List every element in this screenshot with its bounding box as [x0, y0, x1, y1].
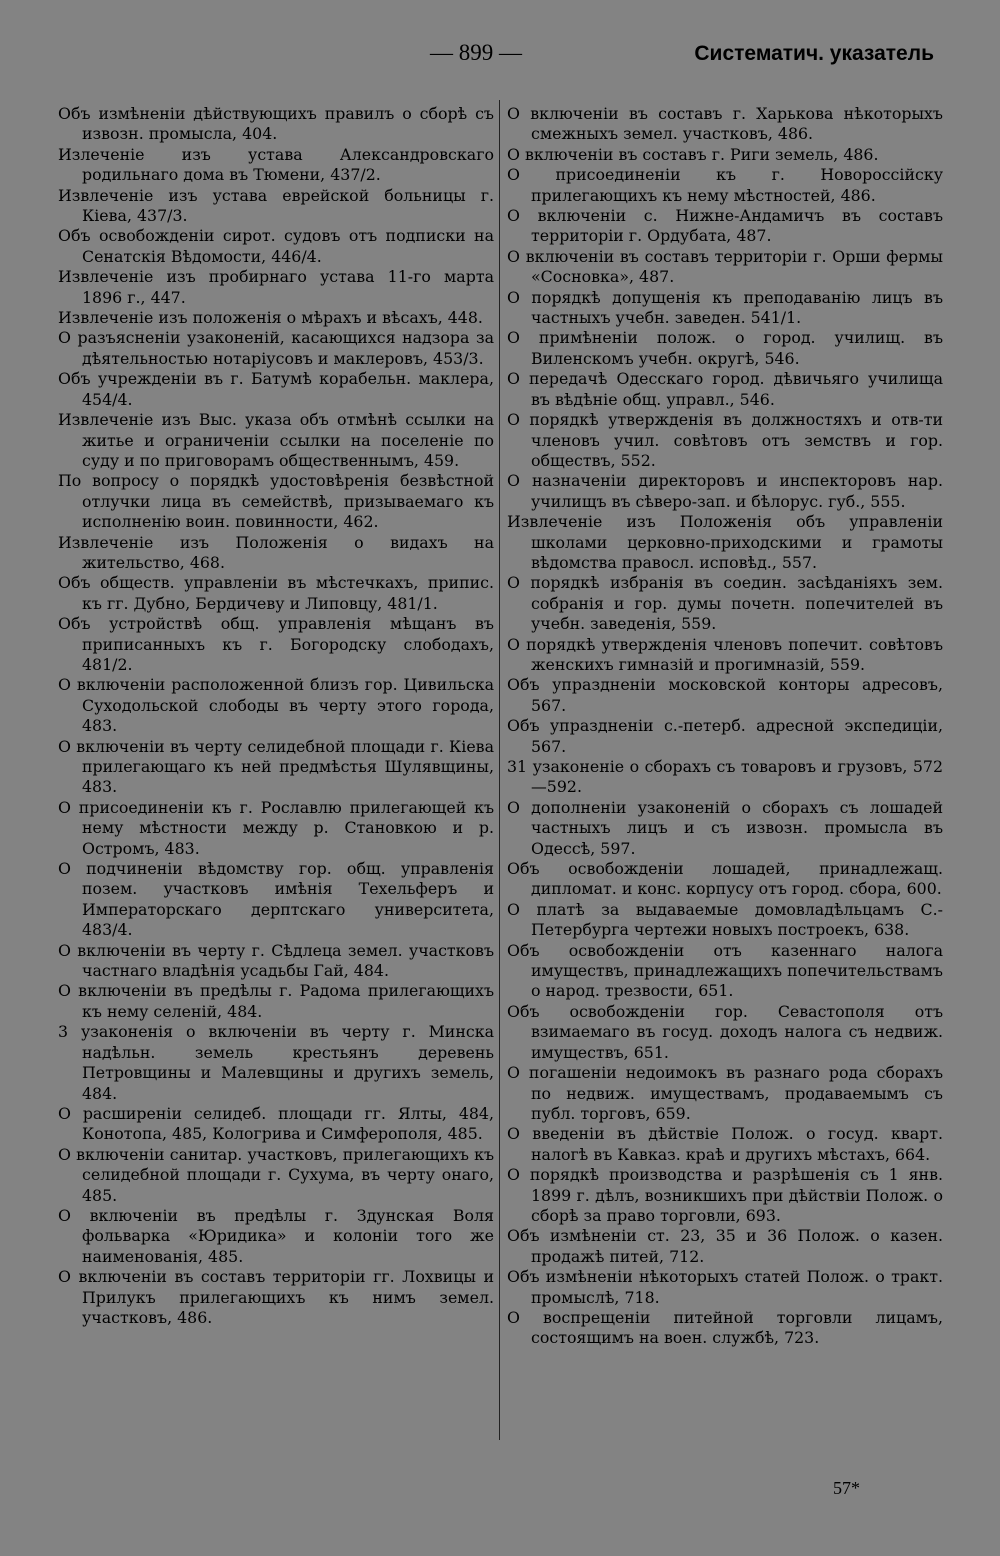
index-entry: О порядкѣ допущенія къ преподаванію лицъ въ частныхъ учебн. заведен. 541/1. [507, 287, 943, 328]
index-entry: По вопросу о порядкѣ удостовѣренія безвѣстной отлучки лица въ семействѣ, призываемаго къ исполненію воин. повинности, 462. [58, 471, 494, 532]
index-entry: Объ измѣненіи ст. 23, 35 и 36 Полож. о казен. продажѣ питей, 712. [507, 1226, 943, 1266]
index-entry: О передачѣ Одесскаго город. дѣвичьяго училища въ вѣдѣніе общ. управл., 546. [507, 369, 943, 409]
section-title: Систематич. указатель [694, 42, 934, 65]
index-entry: О включеніи расположенной близъ гор. Цивильска Суходольской слободы въ черту этого города, 483. [58, 675, 494, 736]
index-entry: О присоединеніи къ г. Рославлю прилегающей къ нему мѣстности между р. Становкою и р. Остромъ, 483. [58, 797, 494, 858]
index-entry: Извлеченіе изъ устава еврейской больницы г. Кіева, 437/3. [58, 185, 494, 226]
index-entry: Объ освобожденіи сирот. судовъ отъ подписки на Сенатскія Вѣдомости, 446/4. [58, 226, 494, 266]
index-entry: О включеніи въ составъ г. Риги земель, 486. [507, 144, 879, 164]
index-entry: Объ обществ. управленіи въ мѣстечкахъ, припис. къ гг. Дубно, Бердичеву и Липовцу, 481/1. [58, 573, 494, 613]
index-entry: Излеченіе изъ устава Александровскаго родильнаго дома въ Тюмени, 437/2. [58, 144, 494, 185]
index-entry: О включеніи въ черту селидебной площади г. Кіева прилегающаго къ ней предмѣстья Шулявщины, 483. [58, 736, 494, 797]
index-entry: О порядкѣ избранія въ соедин. засѣданіяхъ зем. собранія и гор. думы почетн. попечителей въ учебн. заведенія, 559. [507, 573, 943, 634]
page-number: — 899 — [430, 40, 522, 65]
index-entry: О порядкѣ производства и разрѣшенія съ 1 янв. 1899 г. дѣлъ, возникшихъ при дѣйствіи Полож. о сборѣ за право торговли, 693. [507, 1165, 943, 1225]
page-header [0, 40, 1000, 80]
index-entry: 31 узаконеніе о сборахъ съ товаровъ и грузовъ, 572—592. [507, 757, 943, 797]
index-entry: О дополненіи узаконеній о сборахъ съ лошадей частныхъ лицъ и съ извозн. промысла въ Одессѣ, 597. [507, 797, 943, 858]
index-entry: Извлеченіе изъ Выс. указа объ отмѣнѣ ссылки на житье и ограниченіи ссылки на поселеніе по суду и по приговорамъ общественнымъ, 459. [58, 410, 494, 470]
index-entry: О включеніи въ черту г. Сѣдлеца земел. участковъ частнаго владѣнія усадьбы Гай, 484. [58, 940, 494, 981]
index-entry: Объ измѣненіи дѣйствующихъ правилъ о сборѣ съ извозн. промысла, 404. [58, 104, 494, 144]
index-entry: О присоединеніи къ г. Новороссійску прилегающихъ къ нему мѣстностей, 486. [507, 165, 943, 205]
right-column [507, 104, 943, 1349]
index-entry: О включеніи въ предѣлы г. Радома прилегающихъ къ нему селеній, 484. [58, 981, 494, 1021]
index-entry: О порядкѣ утвержденія въ должностяхъ и отв-ти членовъ учил. совѣтовъ отъ земствъ и гор. обществъ, 552. [507, 410, 943, 470]
index-entry: Объ измѣненіи нѣкоторыхъ статей Полож. о тракт. промыслѣ, 718. [507, 1267, 943, 1307]
index-entry: Объ освобожденіи гор. Севастополя отъ взимаемаго въ госуд. доходъ налога съ недвиж. имуществъ, 651. [507, 1001, 943, 1062]
index-entry: О подчиненіи вѣдомству гор. общ. управленія позем. участковъ имѣнія Техельферъ и Императорскаго дерптскаго университета, 483/4. [58, 859, 494, 940]
index-entry: О включеніи въ предѣлы г. Здунская Воля фольварка «Юридика» и колоніи того же наименованія, 485. [58, 1205, 494, 1266]
index-entry: Извлеченіе изъ Положенія о видахъ на жительство, 468. [58, 532, 494, 572]
index-entry: О расширеніи селидеб. площади гг. Ялты, 484, Конотопа, 485, Кологрива и Симферополя, 485. [58, 1103, 494, 1144]
index-entry: О включеніи въ составъ территоріи гг. Лохвицы и Прилукъ прилегающихъ къ нимъ земел. участковъ, 486. [58, 1267, 494, 1327]
index-entry: Объ освобожденіи лошадей, принадлежащ. дипломат. и конс. корпусу отъ город. сбора, 600. [507, 859, 943, 899]
index-entry: О введеніи въ дѣйствіе Полож. о госуд. кварт. налогѣ въ Кавказ. краѣ и другихъ мѣстахъ, 664. [507, 1124, 943, 1164]
signature-mark: 57* [833, 1478, 860, 1498]
index-entry: О погашеніи недоимокъ въ разнаго рода сборахъ по недвиж. имуществамъ, продаваемымъ съ публ. торговъ, 659. [507, 1063, 943, 1123]
index-entry: Извлеченіе изъ Положенія объ управленіи школами церковно-приходскими и грамоты вѣдомства правосл. исповѣд., 557. [507, 512, 943, 572]
index-entry: Объ освобожденіи отъ казеннаго налога имуществъ, принадлежащихъ попечительствамъ о народ. трезвости, 651. [507, 940, 943, 1001]
index-entry: Извлеченіе изъ пробирнаго устава 11-го марта 1896 г., 447. [58, 267, 494, 307]
index-entry: О включеніи въ составъ территоріи г. Орши фермы «Сосновка», 487. [507, 246, 943, 287]
index-entry: 3 узаконенія о включеніи въ черту г. Минска надѣльн. земель крестьянъ деревень Петровщины и Малевщины и другихъ земель, 484. [58, 1022, 494, 1103]
index-entry: О назначеніи директоровъ и инспекторовъ нар. училищъ въ сѣверо-зап. и бѣлорус. губ., 555. [507, 471, 943, 511]
index-entry: Объ устройствѣ общ. управленія мѣщанъ въ приписанныхъ къ г. Богородску слободахъ, 481/2. [58, 614, 494, 674]
column-divider [499, 100, 500, 1440]
index-entry: Объ упраздненіи московской конторы адресовъ, 567. [507, 675, 943, 715]
index-entry: О включеніи въ составъ г. Харькова нѣкоторыхъ смежныхъ земел. участковъ, 486. [507, 104, 943, 144]
index-entry: О воспрещеніи питейной торговли лицамъ, состоящимъ на воен. службѣ, 723. [507, 1307, 943, 1348]
index-entry: Извлеченіе изъ положенія о мѣрахъ и вѣсахъ, 448. [58, 308, 483, 328]
index-entry: Объ учрежденіи въ г. Батумѣ корабельн. маклера, 454/4. [58, 369, 494, 409]
index-entry: О включеніи санитар. участковъ, прилегающихъ къ селидебной площади г. Сухума, въ черту онаго, 485. [58, 1144, 494, 1205]
index-entry: О порядкѣ утвержденія членовъ попечит. совѣтовъ женскихъ гимназій и прогимназій, 559. [507, 634, 943, 674]
index-entry: О примѣненіи полож. о город. училищ. въ Виленскомъ учебн. округѣ, 546. [507, 328, 943, 368]
index-entry: О платѣ за выдаваемые домовладѣльцамъ С.-Петербурга чертежи новыхъ построекъ, 638. [507, 899, 943, 940]
index-entry: Объ упраздненіи с.-петерб. адресной экспедиціи, 567. [507, 716, 943, 756]
index-entry: О включеніи с. Нижне-Андамичъ въ составъ территоріи г. Ордубата, 487. [507, 206, 943, 246]
left-column [58, 104, 494, 1328]
index-entry: О разъясненіи узаконеній, касающихся надзора за дѣятельностью нотаріусовъ и маклеровъ, 453/3. [58, 328, 494, 368]
